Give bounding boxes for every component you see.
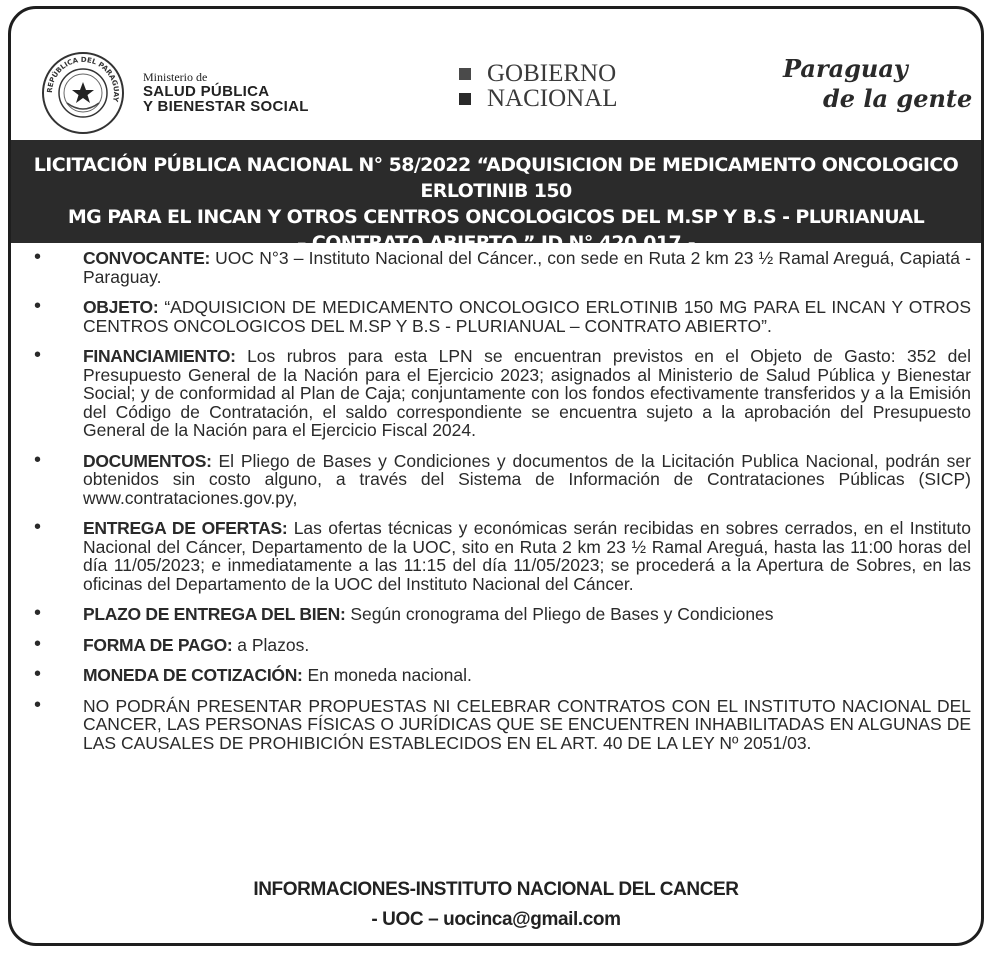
bullet-icon: • (34, 632, 42, 655)
footer-line-2: - UOC – uocinca@gmail.com (371, 909, 621, 930)
item-label: OBJETO: (83, 297, 159, 317)
item-plazo-entrega (26, 602, 971, 624)
ministry-line-1: SALUD PÚBLICA (143, 82, 270, 100)
footer-contact (11, 875, 981, 935)
item-prohibiciones (26, 693, 971, 753)
slogan-line-2: de la gente (823, 84, 973, 113)
item-text: UOC N°3 – Instituto Nacional del Cáncer., con sede en Ruta 2 km 23 ½ Ramal Areguá, Capiatá - Paraguay. (83, 248, 971, 287)
ministry-logo (41, 51, 309, 135)
item-text: “ADQUISICION DE MEDICAMENTO ONCOLOGICO ERLOTINIB 150 MG PARA EL INCAN Y OTROS CENTROS ONCOLOGICOS DEL M.SP Y B.S - PLURIANUAL – CONTRATO ABIERTO”. (83, 297, 971, 336)
title-line-1: LICITACIÓN PÚBLICA NACIONAL N° 58/2022 “ADQUISICION DE MEDICAMENTO ONCOLOGICO ERLOTINIB 150 (33, 154, 959, 202)
item-objeto (26, 295, 971, 336)
item-label: PLAZO DE ENTREGA DEL BIEN: (83, 604, 346, 624)
item-text: Según cronograma del Pliego de Bases y Condiciones (345, 604, 774, 624)
item-label: ENTREGA DE OFERTAS: (83, 518, 288, 538)
bullet-icon: • (34, 516, 42, 538)
slogan-line-1: Paraguay (783, 54, 908, 83)
bullet-icon: • (34, 663, 42, 685)
item-text: Las ofertas técnicas y económicas serán recibidas en sobres cerrados, en el Instituto Nacional del Cáncer, Departamento de la UOC, sito en Ruta 2 km 23 ½ Ramal Areguá, hasta las 11:00 horas del día 11/05/2023; e inmediatamente a las 11:15 del día 11/05/2023; se procederá a la Apertura de Sobres, en las oficinas del Departamento de la UOC del Instituto Nacional del Cáncer. (83, 518, 971, 594)
item-label: MONEDA DE COTIZACIÓN: (83, 665, 303, 685)
seal-text: REPÚBLICA DEL PARAGUAY (45, 55, 121, 103)
slogan (783, 54, 972, 114)
item-moneda (26, 663, 971, 685)
item-text: a Plazos. (232, 634, 310, 655)
bullet-icon: • (34, 693, 42, 716)
header (11, 9, 981, 139)
bullet-icon: • (34, 344, 42, 366)
item-text: El Pliego de Bases y Condiciones y documentos de la Licitación Publica Nacional, podrán ser obtenidos sin costo alguno, a través del Sistema de Información de Contrataciones Públicas (SICP) www.contrataciones.gov.py, (83, 450, 971, 508)
gov-line-1: GOBIERNO (487, 60, 617, 87)
ministry-name (143, 71, 309, 115)
notice-frame (8, 6, 984, 946)
footer-line-1: INFORMACIONES-INSTITUTO NACIONAL DEL CANCER (253, 879, 739, 900)
title-line-2: MG PARA EL INCAN Y OTROS CENTROS ONCOLOGICOS DEL M.SP Y B.S - PLURIANUAL (67, 206, 925, 228)
bullet-icon: • (34, 602, 42, 624)
bullet-icon: • (34, 246, 42, 268)
item-label: CONVOCANTE: (83, 248, 210, 268)
item-label: FORMA DE PAGO: (83, 634, 233, 655)
item-financiamiento (26, 344, 971, 440)
title-line-3: – CONTRATO ABIERTO ” ID N° 420.017.- (296, 232, 695, 254)
item-convocante (26, 246, 971, 287)
bullet-icon: • (34, 295, 42, 317)
gobierno-nacional-logo (459, 61, 618, 111)
square-icon (459, 93, 471, 105)
ministry-small-label: Ministerio de (143, 69, 208, 84)
notice-items (26, 246, 971, 764)
square-icon (459, 68, 471, 80)
item-forma-pago (26, 632, 971, 655)
gov-line-2: NACIONAL (487, 85, 618, 112)
item-text: En moneda nacional. (302, 665, 472, 685)
item-text: Los rubros para esta LPN se encuentran previstos en el Objeto de Gasto: 352 del Presupuesto General de la Nación para el Ejercicio 2023; asignados al Ministerio de Salud Pública y Bienestar Social; y de conformidad al Plan de Caja; conjuntamente con los fondos efectivamente transferidos y a la Emisión del Código de Contratación, el saldo correspondiente se encuentra sujeto a la aprobación del Presupuesto General de la Nación para el Ejercicio Fiscal 2024. (83, 346, 971, 440)
bullet-icon: • (34, 448, 42, 471)
item-text: NO PODRÁN PRESENTAR PROPUESTAS NI CELEBRAR CONTRATOS CON EL INSTITUTO NACIONAL DEL CANCER, LAS PERSONAS FÍSICAS O JURÍDICAS QUE SE ENCUENTREN INHABILITADAS EN ALGUNAS DE LAS CAUSALES DE PROHIBICIÓN ESTABLECIDOS EN EL ART. 40 DE LA LEY Nº 2051/03. (83, 695, 971, 753)
item-label: DOCUMENTOS: (83, 450, 212, 471)
item-entrega-ofertas (26, 516, 971, 594)
ministry-line-2: Y BIENESTAR SOCIAL (143, 98, 309, 116)
national-seal-icon (41, 51, 125, 135)
title-banner (11, 140, 981, 254)
item-label: FINANCIAMIENTO: (83, 346, 236, 366)
item-documentos (26, 448, 971, 508)
